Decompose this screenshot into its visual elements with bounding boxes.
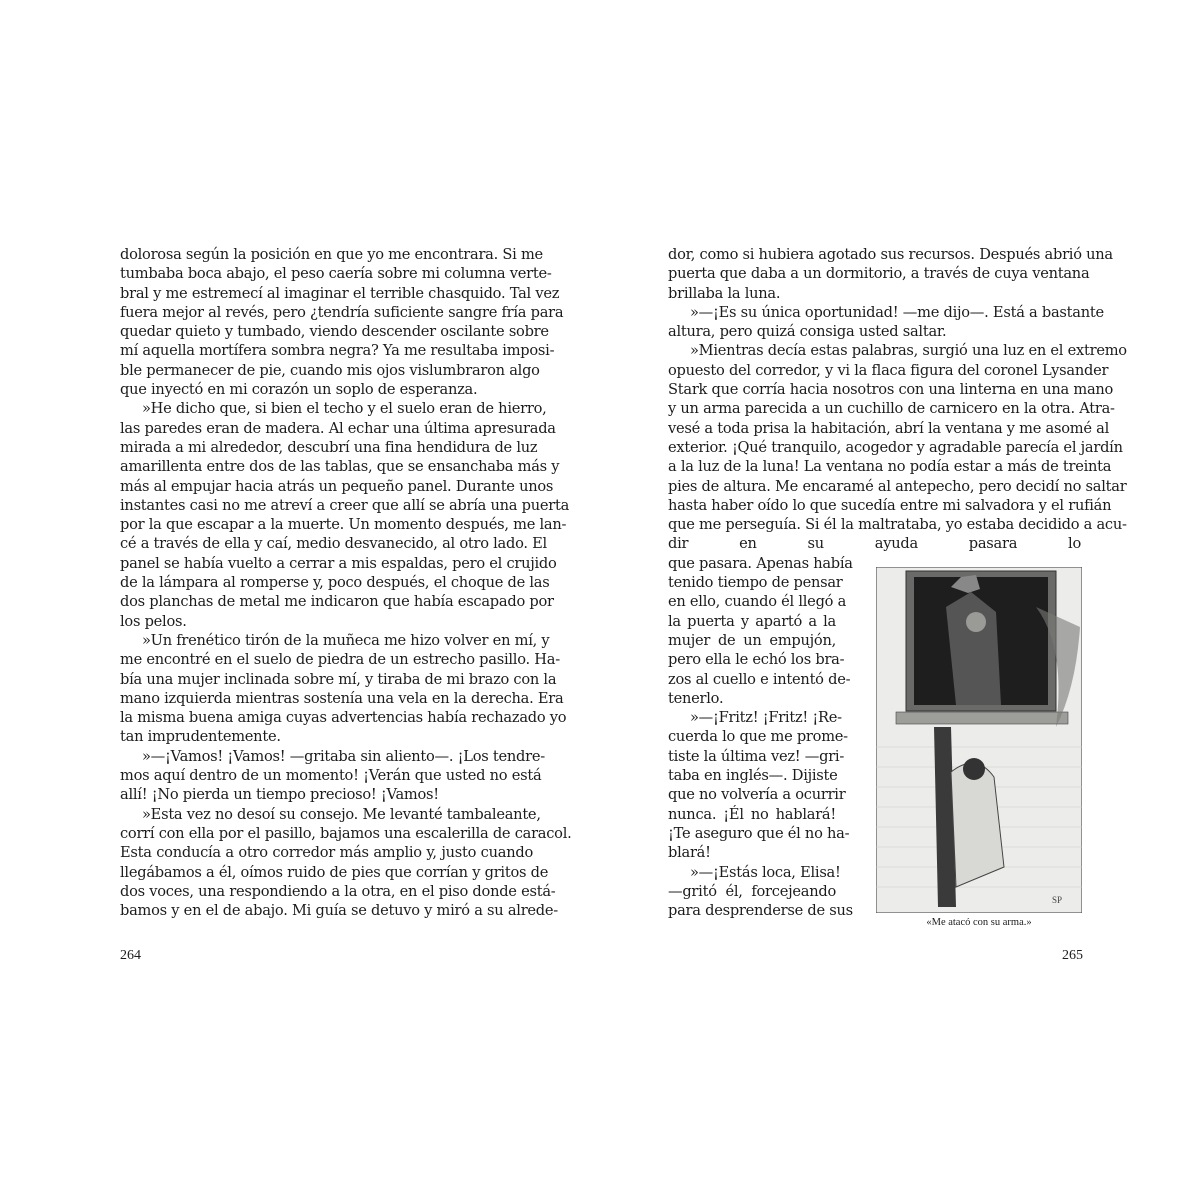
text-line: tenido tiempo de pensar (668, 574, 843, 592)
paragraph (120, 805, 572, 921)
text-line: corrí con ella por el pasillo, bajamos una escalerilla de caracol. (120, 824, 572, 842)
text-line: dos voces, una respondiendo a la otra, en el piso donde está- (120, 882, 556, 900)
text-line: nunca. ¡Él no hablará! (668, 805, 836, 823)
text-line: que no volvería a ocurrir (668, 786, 846, 804)
text-line: tiste la última vez! —gri- (668, 747, 845, 765)
text-line: »—¡Fritz! ¡Fritz! ¡Re- (690, 709, 842, 727)
text-line: bral y me estremecí al imaginar el terrible chasquido. Tal vez (120, 284, 560, 302)
text-line: quedar quieto y tumbado, viendo descender oscilante sobre (120, 323, 549, 341)
text-line: Stark que corría hacia nosotros con una linterna en una mano (668, 381, 1114, 399)
text-line: pero ella le echó los bra- (668, 651, 845, 669)
text-line: hasta haber oído lo que sucedía entre mi salvadora y el rufián (668, 496, 1112, 514)
paragraph (120, 399, 570, 631)
paragraph (120, 747, 545, 805)
text-line: mirada a mi alrededor, descubrí una fina hendidura de luz (120, 438, 538, 456)
text-line: blará! (668, 844, 711, 862)
text-line: »Mientras decía estas palabras, surgió una luz en el extremo (690, 342, 1127, 360)
text-line: cé a través de ella y caí, medio desvanecido, al otro lado. El (120, 535, 547, 553)
text-line: »Un frenético tirón de la muñeca me hizo volver en mí, y (142, 631, 550, 649)
text-line: fuera mejor al revés, pero ¿tendría suficiente sangre fría para (120, 303, 564, 321)
text-line: por la que escapar a la muerte. Un momento después, me lan- (120, 516, 567, 534)
text-line: »—¡Vamos! ¡Vamos! —gritaba sin aliento—. ¡Los tendre- (142, 747, 545, 765)
left-page-text (120, 245, 572, 920)
page-number-left: 264 (120, 948, 141, 963)
text-line: tumbaba boca abajo, el peso caería sobre mi columna verte- (120, 265, 552, 283)
text-line: a la luz de la luna! La ventana no podía estar a más de treinta (668, 458, 1112, 476)
text-line: dor, como si hubiera agotado sus recursos. Después abrió una (668, 246, 1113, 263)
text-line: que inyectó en mi corazón un soplo de esperanza. (120, 381, 478, 399)
text-line: las paredes eran de madera. Al echar una última apresurada (120, 419, 556, 437)
text-line: de la lámpara al romperse y, poco después, el choque de las (120, 574, 550, 592)
text-line: »He dicho que, si bien el techo y el suelo eran de hierro, (142, 400, 547, 418)
paragraph (668, 303, 1104, 342)
text-line: »—¡Estás loca, Elisa! (690, 863, 841, 881)
page-number-right: 265 (1062, 948, 1083, 963)
text-line: panel se había vuelto a cerrar a mis espaldas, pero el crujido (120, 554, 557, 572)
paragraph (120, 245, 564, 399)
paragraph (668, 245, 1113, 303)
illustration-caption: «Me atacó con su arma.» (926, 917, 1032, 928)
text-line: me encontré en el suelo de piedra de un estrecho pasillo. Ha- (120, 651, 560, 669)
text-line: tan imprudentemente. (120, 728, 281, 746)
text-line: en ello, cuando él llegó a (668, 593, 847, 611)
text-line: llegábamos a él, oímos ruido de pies que corrían y gritos de (120, 863, 549, 881)
illustration-window-attack (876, 567, 1082, 913)
text-line: y un arma parecida a un cuchillo de carnicero en la otra. Atra- (668, 400, 1115, 418)
text-line: para desprenderse de sus (668, 902, 853, 920)
text-line: »Esta vez no desoí su consejo. Me levanté tambaleante, (142, 805, 541, 823)
text-line: allí! ¡No pierda un tiempo precioso! ¡Vamos! (120, 786, 439, 804)
text-line: bamos y en el de abajo. Mi guía se detuvo y miró a su alrede- (120, 902, 558, 920)
text-line: mos aquí dentro de un momento! ¡Verán que usted no está (120, 767, 542, 785)
text-line: que me perseguía. Si él la maltrataba, yo estaba decidido a acu- (668, 516, 1127, 534)
text-line: brillaba la luna. (668, 284, 781, 302)
text-line: tenerlo. (668, 689, 724, 707)
text-line: que pasara. Apenas había (668, 554, 853, 572)
text-line: bía una mujer inclinada sobre mí, y tiraba de mi brazo con la (120, 670, 557, 688)
text-line: »—¡Es su única oportunidad! —me dijo—. Está a bastante (690, 303, 1104, 321)
text-line: mano izquierda mientras sostenía una vela en la derecha. Era (120, 689, 564, 707)
text-line: ble permanecer de pie, cuando mis ojos vislumbraron algo (120, 361, 540, 379)
text-line: dolorosa según la posición en que yo me encontrara. Si me (120, 246, 543, 263)
text-line: —gritó él, forcejeando (668, 882, 836, 900)
text-line: altura, pero quizá consiga usted saltar. (668, 323, 947, 341)
text-line: vesé a toda prisa la habitación, abrí la ventana y me asomé al (668, 419, 1109, 437)
text-line: mujer de un empujón, (668, 631, 836, 649)
illustration-signature: SP (1052, 895, 1063, 905)
text-line: mí aquella mortífera sombra negra? Ya me resultaba imposi- (120, 342, 555, 360)
text-line: Esta conducía a otro corredor más amplio y, justo cuando (120, 844, 533, 862)
text-line: la puerta y apartó a la (668, 612, 836, 630)
text-line: puerta que daba a un dormitorio, a través de cuya ventana (668, 265, 1090, 283)
text-line: ¡Te aseguro que él no ha- (668, 824, 850, 842)
text-line: cuerda lo que me prome- (668, 728, 848, 746)
text-line: más al empujar hacia atrás un pequeño panel. Durante unos (120, 477, 554, 495)
text-line: instantes casi no me atreví a creer que allí se abría una puerta (120, 496, 570, 514)
text-line: pies de altura. Me encaramé al antepecho, pero decidí no saltar (668, 477, 1127, 495)
text-line: zos al cuello e intentó de- (668, 670, 851, 688)
text-line: opuesto del corredor, y vi la flaca figura del coronel Lysander (668, 361, 1109, 379)
text-line: amarillenta entre dos de las tablas, que se ensanchaba más y (120, 458, 560, 476)
text-line: taba en inglés—. Dijiste (668, 767, 838, 785)
text-line: dir en su ayuda pasara lo (668, 535, 1081, 553)
text-line: los pelos. (120, 612, 187, 630)
text-line: la misma buena amiga cuyas advertencias había rechazado yo (120, 709, 567, 727)
text-line: exterior. ¡Qué tranquilo, acogedor y agradable parecía el jardín (668, 438, 1123, 456)
text-line: dos planchas de metal me indicaron que había escapado por (120, 593, 554, 611)
paragraph (120, 631, 567, 747)
